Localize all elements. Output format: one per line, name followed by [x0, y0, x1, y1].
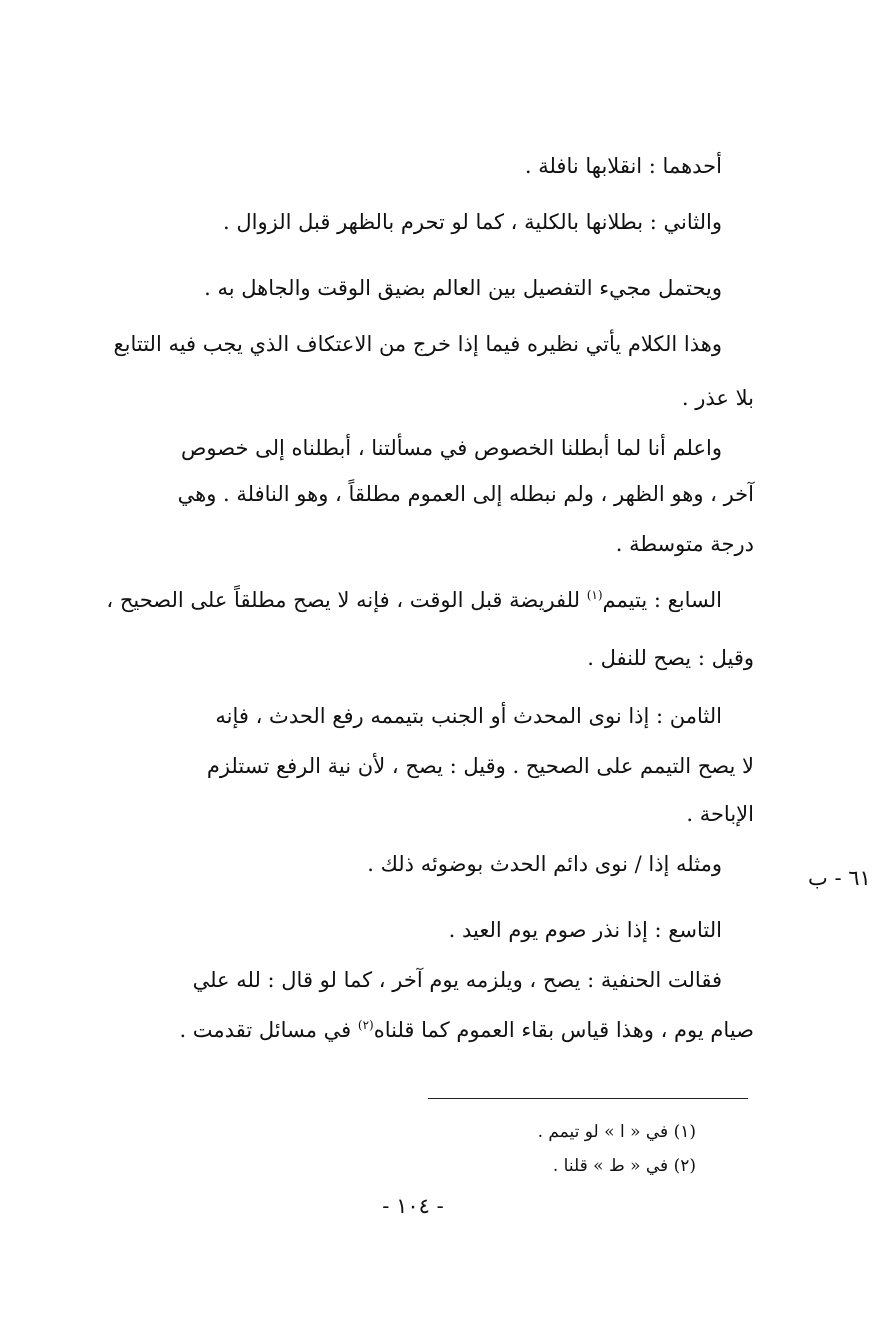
footnote-marker: (٢) — [357, 1018, 374, 1032]
footnote-separator — [428, 1098, 748, 1099]
text-line: التاسع : إذا نذر صوم يوم العيد . — [448, 918, 722, 942]
text-line: آخر ، وهو الظهر ، ولم نبطله إلى العموم مطلقاً ، وهو النافلة . وهي — [177, 482, 754, 506]
text-line: أحدهما : انقلابها نافلة . — [524, 154, 722, 178]
text-line: وقيل : يصح للنفل . — [587, 646, 754, 670]
text-line: الثامن : إذا نوى المحدث أو الجنب بتيممه رفع الحدث ، فإنه — [215, 704, 722, 728]
text-line: ويحتمل مجيء التفصيل بين العالم بضيق الوقت والجاهل به . — [204, 276, 722, 300]
footnote: (١) في « ا » لو تيمم . — [537, 1122, 696, 1142]
page-number: - ١٠٤ - — [382, 1194, 444, 1218]
line-segment: صيام يوم ، وهذا قياس بقاء العموم كما قلناه — [373, 1018, 754, 1042]
text-line: والثاني : بطلانها بالكلية ، كما لو تحرم بالظهر قبل الزوال . — [223, 210, 722, 234]
footnote: (٢) في « ط » قلنا . — [552, 1156, 696, 1176]
line-segment: للفريضة قبل الوقت ، فإنه لا يصح مطلقاً على الصحيح ، — [106, 588, 581, 612]
text-line: واعلم أنا لما أبطلنا الخصوص في مسألتنا ، أبطلناه إلى خصوص — [181, 436, 722, 460]
manuscript-folio-note: ٦١ - ب — [808, 866, 871, 890]
text-line — [179, 1012, 754, 1048]
line-segment: السابع : يتيمم — [602, 588, 722, 612]
footnote-marker: (١) — [586, 588, 603, 602]
text-line: درجة متوسطة . — [615, 532, 754, 556]
text-line: لا يصح التيمم على الصحيح . وقيل : يصح ، لأن نية الرفع تستلزم — [206, 754, 754, 778]
text-line: ومثله إذا / نوى دائم الحدث بوضوئه ذلك . — [367, 852, 722, 876]
text-line: وهذا الكلام يأتي نظيره فيما إذا خرج من الاعتكاف الذي يجب فيه التتابع — [113, 332, 722, 356]
text-line: الإباحة . — [686, 802, 754, 826]
text-line: بلا عذر . — [681, 386, 754, 410]
text-line: فقالت الحنفية : يصح ، ويلزمه يوم آخر ، كما لو قال : لله علي — [192, 968, 722, 992]
text-line — [106, 582, 722, 618]
line-segment: في مسائل تقدمت . — [179, 1018, 352, 1042]
